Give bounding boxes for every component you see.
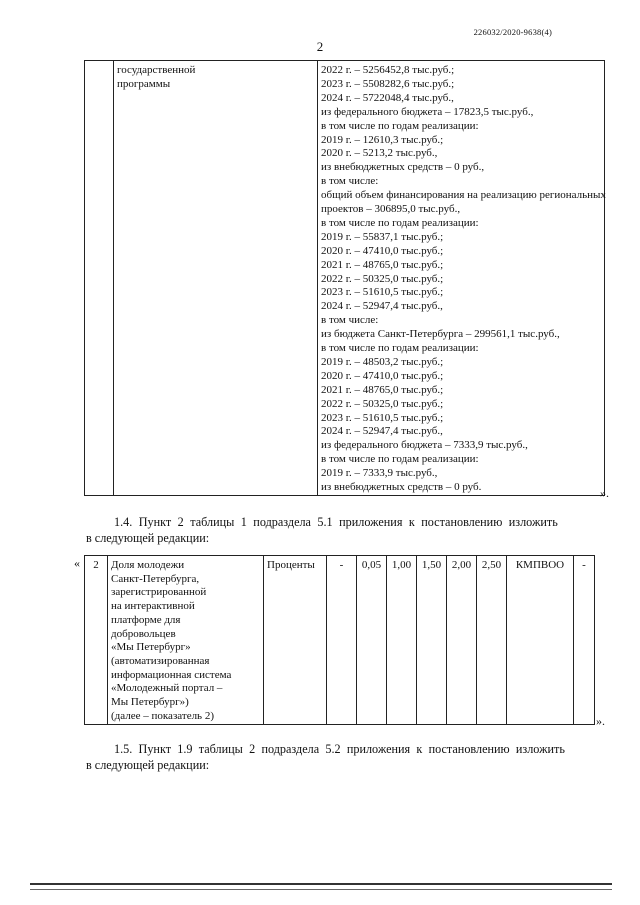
unit-text: Проценты	[267, 559, 315, 571]
funding-line: 2023 г. – 5508282,6 тыс.руб.;	[321, 77, 455, 90]
cell-value-2023	[447, 556, 477, 724]
funding-line: в том числе по годам реализации:	[321, 216, 479, 229]
cell-indicator	[108, 556, 264, 724]
page-number: 2	[316, 39, 324, 54]
funding-line: 2023 г. – 51610,5 тыс.руб.;	[321, 286, 444, 299]
indicator-line: (автоматизированная	[111, 654, 210, 667]
cell-value-2024	[477, 556, 507, 724]
funding-line: 2022 г. – 5256452,8 тыс.руб.;	[321, 64, 455, 76]
indicator-line: «Молодежный портал –	[111, 682, 223, 695]
funding-line: из бюджета Санкт-Петербурга – 299561,1 тыс.руб.,	[321, 328, 560, 341]
indicator-line: Санкт-Петербурга,	[111, 572, 200, 585]
funding-line: 2024 г. – 52947,4 тыс.руб.,	[321, 425, 443, 438]
funding-line: 2021 г. – 48765,0 тыс.руб.;	[321, 258, 444, 271]
opening-quote: «	[74, 556, 80, 570]
closing-quote-1: ».	[600, 486, 609, 500]
indicator-line: информационная система	[111, 668, 232, 681]
label-line: программы	[117, 78, 171, 91]
funding-line: 2021 г. – 48765,0 тыс.руб.;	[321, 383, 444, 396]
funding-line: 2019 г. – 7333,9 тыс.руб.,	[321, 467, 438, 480]
value-text: 1,50	[421, 559, 442, 571]
indicator-line: «Мы Петербург»	[111, 641, 191, 654]
last-value: -	[582, 559, 586, 571]
label-text	[117, 63, 195, 92]
funding-line: 2020 г. – 5213,2 тыс.руб.,	[321, 147, 438, 160]
executor-text: КМПВОО	[515, 559, 565, 571]
indicator-line: Мы Петербург»)	[111, 696, 189, 709]
funding-line: 2022 г. – 50325,0 тыс.руб.;	[321, 272, 444, 285]
funding-line: 2020 г. – 47410,0 тыс.руб.;	[321, 244, 444, 257]
cell-last	[574, 556, 594, 724]
cell-value-2022	[417, 556, 447, 724]
cell-unit	[264, 556, 327, 724]
table-cell-number	[85, 61, 114, 495]
funding-line: из федерального бюджета – 17823,5 тыс.руб.,	[321, 105, 534, 118]
cell-number	[85, 556, 108, 724]
value-text: 2,00	[451, 559, 472, 571]
closing-quote-2: ».	[596, 714, 605, 728]
indicator-line: платформе для	[111, 613, 181, 626]
table-cell-funding	[318, 61, 604, 495]
funding-line: проектов – 306895,0 тыс.руб.,	[321, 203, 461, 215]
funding-line: 2022 г. – 50325,0 тыс.руб.;	[321, 397, 444, 410]
funding-line: общий объем финансирования на реализацию региональных	[321, 189, 606, 202]
document-number: 226032/2020-9638(4)	[473, 27, 552, 37]
indicator-line: Доля молодежи	[111, 559, 185, 571]
paragraph-1-5-line1: 1.5. Пункт 1.9 таблицы 2 подраздела 5.2 приложения к постановлению изложить	[114, 742, 565, 756]
funding-line: 2019 г. – 12610,3 тыс.руб.;	[321, 133, 444, 146]
funding-line: 2020 г. – 47410,0 тыс.руб.;	[321, 369, 444, 382]
funding-line: 2023 г. – 51610,5 тыс.руб.;	[321, 411, 444, 424]
bottom-rule-divider	[30, 883, 612, 890]
funding-line: в том числе по годам реализации:	[321, 453, 479, 466]
paragraph-1-4-line2: в следующей редакции:	[86, 531, 210, 545]
value-text: 2,50	[481, 559, 502, 571]
cell-executor	[507, 556, 574, 724]
indicator-line: на интерактивной	[111, 600, 195, 613]
table-cell-label	[114, 61, 318, 495]
cell-value-2021	[387, 556, 417, 724]
funding-line: 2024 г. – 5722048,4 тыс.руб.,	[321, 91, 454, 104]
funding-line: из федерального бюджета – 7333,9 тыс.руб.,	[321, 439, 528, 452]
funding-line: из внебюджетных средств – 0 руб.,	[321, 161, 485, 174]
row-number: 2	[93, 559, 99, 571]
indicator-line: зарегистрированной	[111, 586, 207, 599]
indicator-table	[84, 555, 595, 725]
label-line: государственной	[117, 64, 196, 76]
base-value: -	[339, 559, 344, 571]
funding-line: 2019 г. – 48503,2 тыс.руб.;	[321, 355, 444, 368]
indicator-text	[111, 559, 231, 723]
value-text: 1,00	[391, 559, 412, 571]
funding-table	[84, 60, 605, 496]
funding-line: 2024 г. – 52947,4 тыс.руб.,	[321, 300, 443, 313]
funding-line: в том числе по годам реализации:	[321, 119, 479, 132]
funding-line: из внебюджетных средств – 0 руб.	[321, 481, 482, 493]
funding-line: в том числе по годам реализации:	[321, 342, 479, 354]
funding-line: в том числе:	[321, 175, 379, 188]
value-text: 0,05	[361, 559, 382, 571]
funding-line: в том числе:	[321, 314, 379, 327]
paragraph-1-4-line1: 1.4. Пункт 2 таблицы 1 подраздела 5.1 приложения к постановлению изложить	[114, 515, 558, 529]
funding-line: 2019 г. – 55837,1 тыс.руб.;	[321, 230, 444, 243]
paragraph-1-5-line2: в следующей редакции:	[86, 758, 210, 772]
cell-base-value	[327, 556, 357, 724]
indicator-line: добровольцев	[111, 627, 176, 640]
indicator-line: (далее – показатель 2)	[111, 709, 214, 722]
cell-value-2020	[357, 556, 387, 724]
